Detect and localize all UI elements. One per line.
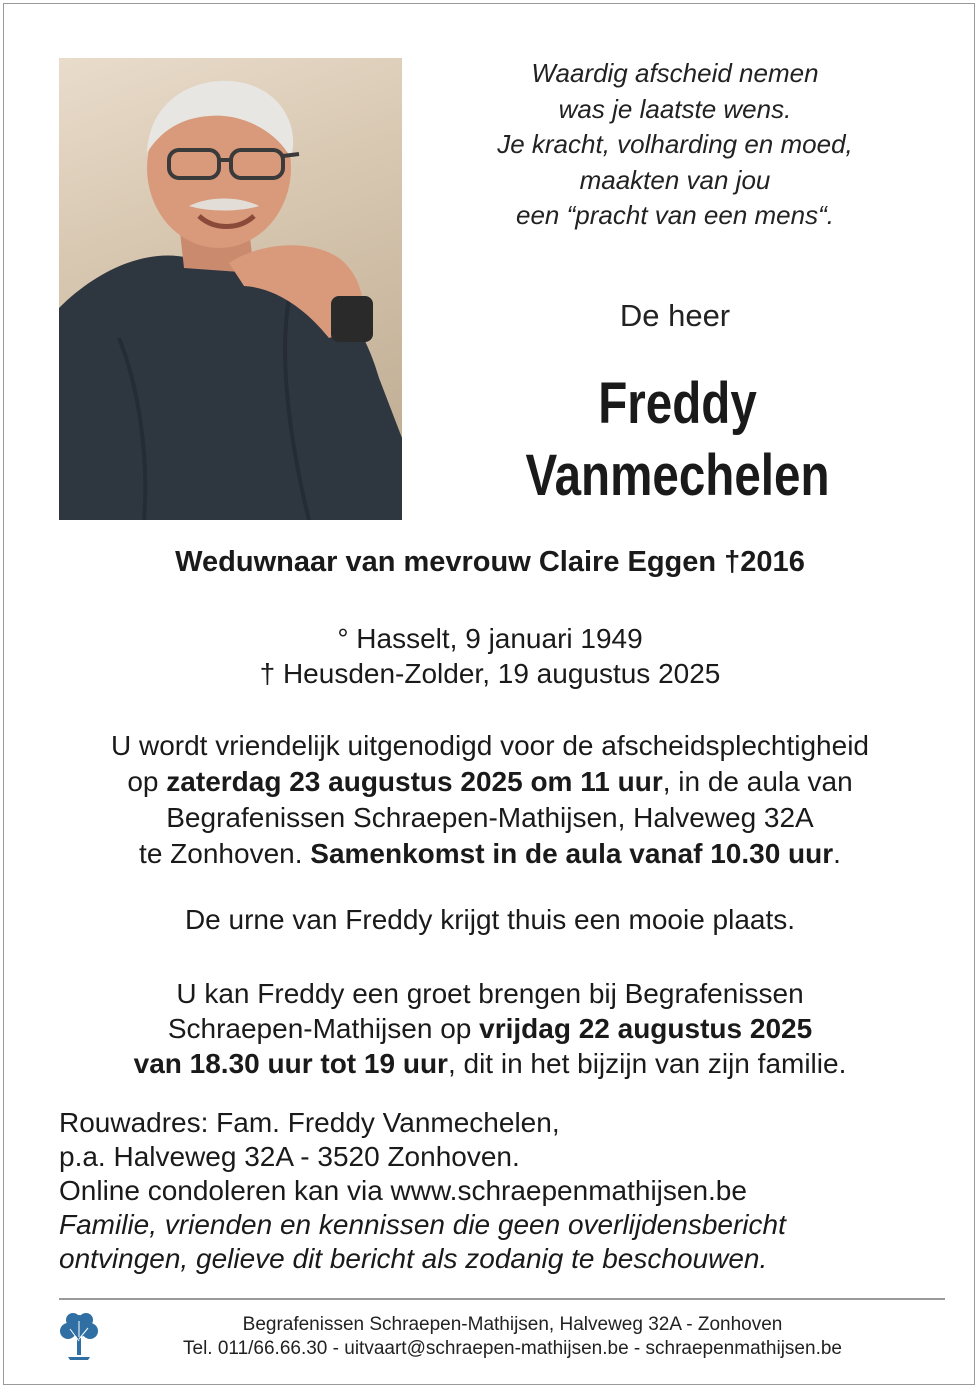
visitation-line [0, 1046, 980, 1081]
text-segment: Schraepen-Mathijsen op [167, 1013, 480, 1044]
portrait-illustration [59, 58, 402, 520]
poem-line: een “pracht van een mens“. [516, 200, 834, 230]
poem-line: Je kracht, volharding en moed, [497, 129, 853, 159]
footer-address: Begrafenissen Schraepen-Mathijsen, Halveweg 32A - Zonhoven [242, 1314, 783, 1335]
footer-divider [59, 1298, 945, 1300]
last-name: Vanmechelen [525, 443, 830, 508]
invitation-line [0, 764, 980, 800]
visitation-date: vrijdag 22 augustus 2025 [479, 1013, 813, 1044]
notice-line: ontvingen, gelieve dit bericht als zodanig te beschouwen. [59, 1243, 768, 1274]
invitation-line: Begrafenissen Schraepen-Mathijsen, Halveweg 32A [166, 802, 814, 833]
deceased-name [466, 368, 888, 512]
invitation-line [0, 836, 980, 872]
visitation-info [0, 976, 980, 1081]
visitation-line [0, 1011, 980, 1046]
first-name: Freddy [598, 371, 757, 436]
poem-line: maakten van jou [579, 164, 771, 195]
notice-line: Familie, vrienden en kennissen die geen overlijdensbericht [59, 1209, 786, 1240]
tree-icon [58, 1311, 100, 1361]
urn-text: De urne van Freddy krijgt thuis een mooie plaats. [184, 904, 796, 935]
text-segment: , in de aula van [662, 766, 853, 797]
memorial-poem [420, 56, 930, 234]
text-segment: te Zonhoven. [139, 838, 311, 869]
poem-line: Waardig afscheid nemen [531, 58, 819, 88]
text-segment: . [833, 838, 841, 869]
invitation-line: U wordt vriendelijk uitgenodigd voor de afscheidsplechtigheid [110, 730, 869, 761]
condolence-line: Online condoleren kan via www.schraepenmathijsen.be [59, 1175, 747, 1206]
ceremony-invitation [0, 728, 980, 872]
text-segment: op [127, 766, 167, 797]
salutation: De heer [619, 298, 731, 333]
funeral-home-footer [100, 1313, 925, 1361]
mourning-address [59, 1106, 939, 1276]
gathering-time: Samenkomst in de aula vanaf 10.30 uur [310, 838, 834, 869]
life-dates [0, 621, 980, 691]
widow-line: Weduwnaar van mevrouw Claire Eggen †2016 [175, 546, 805, 578]
visitation-line: U kan Freddy een groet brengen bij Begrafenissen [176, 978, 804, 1009]
death-date: † Heusden-Zolder, 19 augustus 2025 [259, 658, 721, 689]
footer-contact: Tel. 011/66.66.30 - uitvaart@schraepen-mathijsen.be - schraepenmathijsen.be [183, 1338, 842, 1359]
ceremony-datetime: zaterdag 23 augustus 2025 om 11 uur [166, 766, 663, 797]
portrait-photo [59, 58, 402, 520]
birth-date: ° Hasselt, 9 januari 1949 [337, 623, 643, 654]
address-line: Rouwadres: Fam. Freddy Vanmechelen, [59, 1107, 560, 1138]
text-segment: , dit in het bijzijn van zijn familie. [447, 1048, 847, 1079]
visitation-time: van 18.30 uur tot 19 uur [133, 1048, 448, 1079]
address-line: p.a. Halveweg 32A - 3520 Zonhoven. [59, 1141, 520, 1172]
poem-line: was je laatste wens. [558, 93, 792, 124]
